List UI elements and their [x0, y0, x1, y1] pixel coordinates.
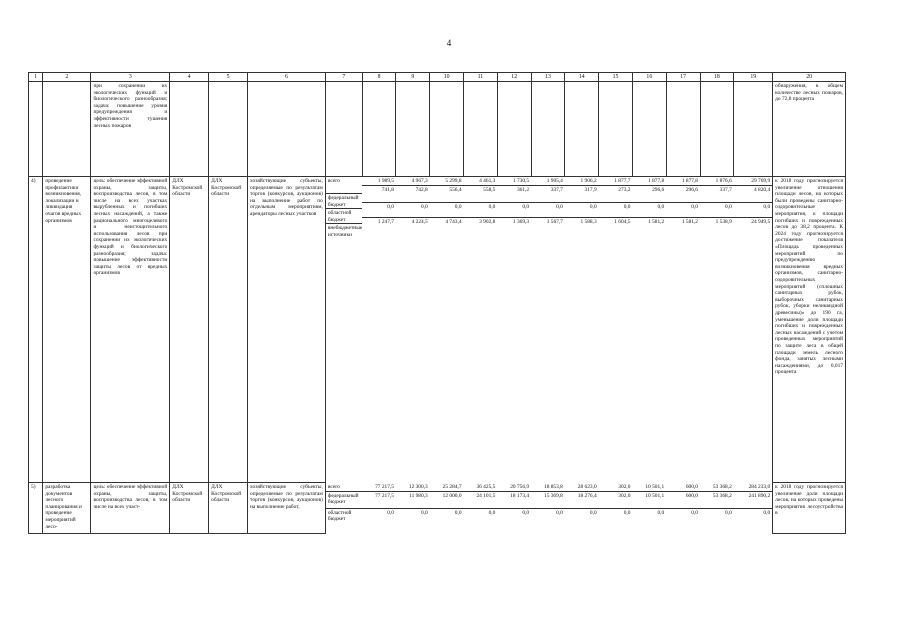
value-cell: 600,0 — [666, 483, 700, 492]
value-cell: 296,6 — [666, 186, 700, 203]
page-number: 4 — [446, 38, 452, 48]
value-cell: 0,0 — [565, 203, 599, 218]
activity-name: разработка документов лесного планирования и проведение мероприятий лесо- — [43, 483, 91, 534]
participants: хозяйствующие субъекты, определяемые по результатам торгов (конкурсов, аукционов) на выполнение работ по отдельным мероприятиям, арендаторы лесных участков — [248, 177, 326, 483]
source-regional: областной бюджет — [326, 209, 362, 224]
executor: ДЛХ Костромской области — [170, 483, 209, 534]
value-cell: 4 461,3 — [464, 177, 498, 186]
activity-name: проведение профилактики возникновения, локализации и ликвидация очагов вредных организмов — [43, 177, 91, 483]
value-total: 29 769,9 — [734, 177, 772, 186]
value-cell: 5 299,8 — [430, 177, 464, 186]
value-cell: 0,0 — [387, 509, 394, 516]
value-cell: 77 217,5 — [362, 483, 396, 492]
value-total: 4 820,4 — [734, 186, 772, 203]
source-total: всего — [326, 483, 362, 492]
value-cell: 0,0 — [725, 509, 732, 516]
column-header: 1 — [29, 73, 43, 82]
source-total: всего — [326, 177, 362, 194]
value-cell: 337,7 — [700, 186, 734, 203]
value-cell: 0,0 — [623, 509, 631, 516]
executor: ДЛХ Костромской области — [170, 177, 209, 483]
value-cell: 77 217,5 — [362, 492, 396, 509]
column-header: 3 — [91, 73, 170, 82]
value-cell: 4 967,3 — [396, 177, 430, 186]
value-total: 0,0 — [763, 509, 771, 516]
value-cell: 53 368,2 — [700, 492, 734, 509]
value-cell: 1 247,7 — [377, 219, 394, 226]
value-cell: 0,0 — [691, 509, 698, 516]
column-number-row — [29, 73, 846, 82]
value-cell: 3 902,8 — [479, 219, 496, 226]
value-cell: 36 425,5 — [464, 483, 498, 492]
value-total: 241 890,2 — [734, 492, 772, 509]
value-cell: 0,0 — [531, 203, 565, 218]
result-text: к 2018 году прогнозируется увеличение отношения площади лесов, на которых были проведены санитарно-оздоровительные мероприятия, к площади погибших и поврежденных лесов до 38,2 процента. К 2024 году прогнозируется достижение показателя «Площадь проведенных мероприятий по предупреждению возникновения вредных организмов, санитарно-оздоровительных мероприятий (сплошных санитарных рубок, выборочных санитарных рубок, уборки неликвидной древесины)» до 190 га, уменьшение доли площади погибших и поврежденных лесных насаждений с учетом проведенных мероприятий по защите леса в общей площади земель лесного фонда, занятых лесными насаждениями, до 0,017 процента — [773, 177, 846, 483]
value-cell: 1 877,7 — [599, 177, 633, 186]
value-cell: 1 588,3 — [580, 219, 597, 226]
column-header: 4 — [170, 73, 209, 82]
value-cell: 24 101,5 — [464, 492, 498, 509]
column-header: 13 — [531, 73, 565, 82]
value-cell: 0,0 — [700, 203, 734, 218]
program-table — [28, 72, 846, 534]
column-header: 17 — [666, 73, 700, 82]
column-header: 14 — [565, 73, 599, 82]
table-row — [29, 483, 846, 534]
value-cell: 28 623,0 — [565, 483, 599, 492]
value-cell: 1 906,2 — [565, 177, 599, 186]
value-cell: 0,0 — [488, 509, 496, 516]
goal-text: цель: обеспечение эффективной охраны, защиты, воспроизводства лесов, в том числе на всех участках вырубленных и погибших лесных насаждений, а также рационального многоцелевого и неистощительного использования лесов при сохранении их экологических функций и биологического разнообразия; задача: повышение эффективности защиты лесов от вредных организмов — [91, 177, 170, 483]
column-header: 20 — [773, 73, 846, 82]
value-cell: 0,0 — [430, 203, 464, 218]
column-header: 16 — [632, 73, 666, 82]
column-header: 19 — [734, 73, 773, 82]
value-cell: 18 173,4 — [497, 492, 531, 509]
value-cell: 0,0 — [556, 509, 563, 516]
value-cell: 1 538,9 — [715, 219, 732, 226]
value-cell: 1 877,8 — [666, 177, 700, 186]
value-cell: 337,7 — [531, 186, 565, 203]
column-header: 2 — [43, 73, 91, 82]
column-header: 12 — [497, 73, 531, 82]
value-cell: 12 300,3 — [396, 483, 430, 492]
goal-text: при сохранении их экологических функций и биологического разнообразия; задача: повышение уровня предупреждения и эффективности тушения лесных пожаров — [91, 82, 170, 177]
value-total: 0,0 — [734, 203, 772, 218]
coexecutor: ДЛХ Костромской области — [209, 483, 248, 534]
value-cell: 15 369,8 — [531, 492, 565, 509]
value-cell: 1 581,2 — [648, 219, 665, 226]
value-cell: 10 501,1 — [632, 492, 666, 509]
value-cell: 0,0 — [599, 203, 633, 218]
value-cell: 0,0 — [362, 203, 396, 218]
value-cell: 18 276,4 — [565, 492, 599, 509]
value-cell: 0,0 — [589, 509, 597, 516]
value-cell: 0,0 — [454, 509, 462, 516]
goal-text: цель: обеспечение эффективной охраны, защиты, воспроизводства лесов, в том числе на всех участ- — [91, 483, 170, 534]
value-total: 24 949,5 — [751, 219, 771, 226]
value-cell: 12 000,0 — [430, 492, 464, 509]
column-header: 11 — [464, 73, 498, 82]
column-header: 5 — [209, 73, 248, 82]
value-cell: 4 224,5 — [411, 219, 428, 226]
value-cell: 741,8 — [362, 186, 396, 203]
value-cell: 53 368,2 — [700, 483, 734, 492]
column-header: 18 — [700, 73, 734, 82]
value-cell: 10 501,1 — [632, 483, 666, 492]
value-cell: 0,0 — [522, 509, 530, 516]
source-federal: федеральный бюджет — [326, 492, 362, 509]
value-cell: 361,2 — [497, 186, 531, 203]
source-regional: областной бюджет — [327, 509, 352, 523]
value-cell: 0,0 — [666, 203, 700, 218]
value-cell: 20 756,9 — [497, 483, 531, 492]
value-cell: 25 284,7 — [430, 483, 464, 492]
value-cell: 1 989,5 — [362, 177, 396, 186]
source-extrabudget: внебюджетные источники — [327, 225, 363, 238]
value-cell: 1 604,5 — [614, 219, 631, 226]
value-cell: 0,0 — [497, 203, 531, 218]
value-cell: 1 905,4 — [531, 177, 565, 186]
value-cell: 0,0 — [632, 203, 666, 218]
column-header: 8 — [362, 73, 396, 82]
value-cell: 302,0 — [599, 483, 633, 492]
value-cell: 0,0 — [396, 203, 430, 218]
table-row — [29, 177, 846, 483]
value-cell: 0,0 — [421, 509, 428, 516]
value-cell: 1 369,3 — [512, 219, 530, 226]
value-cell: 11 980,3 — [396, 492, 430, 509]
value-cell: 600,0 — [666, 492, 700, 509]
source-federal: федеральный бюджет — [326, 194, 362, 209]
value-cell: 742,8 — [396, 186, 430, 203]
value-cell: 296,6 — [632, 186, 666, 203]
value-cell: 4 743,4 — [445, 219, 462, 226]
result-text: к 2018 году прогнозируется увеличение доли площади лесов, на которых проведены мероприятия лесоустройства в — [773, 483, 846, 534]
column-header: 7 — [325, 73, 362, 82]
value-cell: 302,0 — [599, 492, 633, 509]
value-cell: 1 876,6 — [700, 177, 734, 186]
value-cell: 556,4 — [430, 186, 464, 203]
value-cell: 0,0 — [464, 203, 498, 218]
participants: хозяйствующие субъекты, определяемые по результатам торгов (конкурсов, аукционов) на выполнение работ, — [248, 483, 326, 534]
column-header: 9 — [396, 73, 430, 82]
value-cell: 0,0 — [657, 509, 665, 516]
coexecutor: ДЛХ Костромской области — [209, 177, 248, 483]
row-number: 4) — [29, 177, 43, 483]
column-header: 15 — [599, 73, 633, 82]
value-cell: 317,9 — [565, 186, 599, 203]
row-number: 5) — [29, 483, 43, 534]
column-header: 6 — [248, 73, 326, 82]
column-header: 10 — [430, 73, 464, 82]
value-cell: 558,5 — [464, 186, 498, 203]
table-row — [29, 82, 846, 177]
result-text: обнаружения, в общем количестве лесных пожаров, до 72,8 процента — [773, 82, 846, 177]
value-cell: 1 567,7 — [546, 219, 563, 226]
value-total: 284 233,0 — [734, 483, 772, 492]
value-cell: 273,2 — [599, 186, 633, 203]
value-cell: 1 581,2 — [681, 219, 698, 226]
value-cell: 1 877,8 — [632, 177, 666, 186]
value-cell: 18 853,8 — [531, 483, 565, 492]
value-cell: 1 730,5 — [497, 177, 531, 186]
